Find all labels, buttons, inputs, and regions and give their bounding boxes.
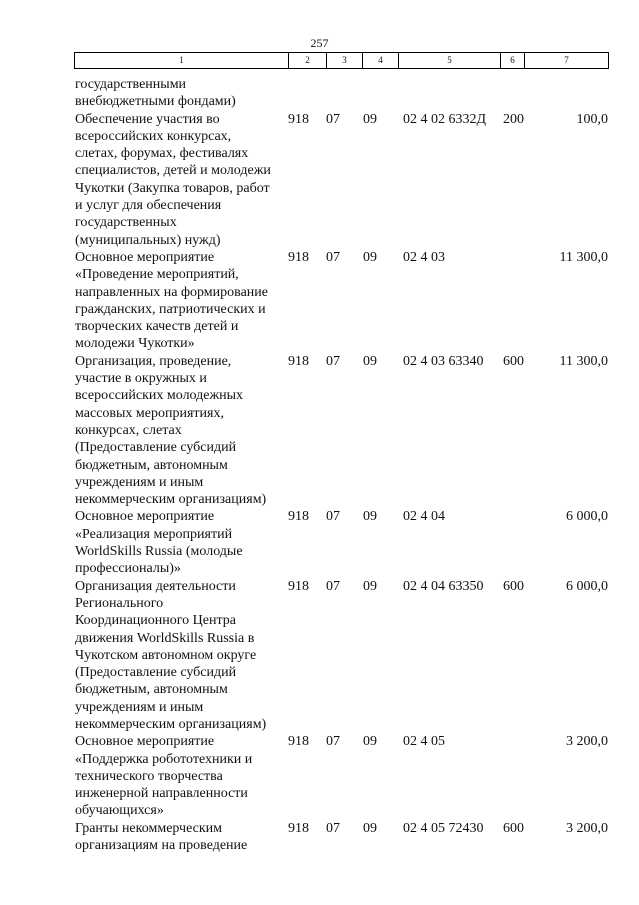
row-amount: 6 000,0: [566, 509, 608, 525]
row-target-article: 02 4 04: [403, 509, 445, 525]
row-section-code: 07: [326, 734, 340, 750]
row-description: Основное мероприятие «Проведение мероприятий, направленных на формирование гражданских, патриотических и творческих качеств детей и молодежи Чукотки»: [75, 249, 268, 352]
row-subsection-code: 09: [363, 734, 377, 750]
row-amount: 6 000,0: [566, 578, 608, 594]
row-description: Основное мероприятие «Поддержка робототехники и технического творчества инженерной направленности обучающихся»: [75, 734, 253, 819]
column-header-7: 7: [564, 55, 569, 65]
row-ministry-code: 918: [288, 578, 309, 594]
table-row: [0, 820, 639, 855]
column-header-row: [74, 52, 609, 69]
budget-table-body: [0, 76, 639, 854]
column-header-4: 4: [363, 53, 399, 68]
column-header-1: 1: [75, 53, 289, 68]
row-target-article: 02 4 03 63340: [403, 353, 484, 369]
table-row: [0, 111, 639, 249]
row-subsection-code: 09: [363, 820, 377, 836]
column-header-5: 5: [399, 53, 501, 68]
table-row: [0, 508, 639, 577]
row-amount: 100,0: [576, 111, 608, 127]
page-number: 257: [310, 36, 329, 50]
row-amount: 11 300,0: [559, 353, 608, 369]
row-ministry-code: 918: [288, 509, 309, 525]
row-description: Обеспечение участия во всероссийских конкурсах, слетах, форумах, фестивалях специалистов, детей и молодежи Чукотки (Закупка товаров, работ и услуг для обеспечения государственных (муниципальных) нужд): [75, 111, 271, 248]
row-target-article: 02 4 04 63350: [403, 578, 484, 594]
row-subsection-code: 09: [363, 249, 377, 265]
row-amount: 3 200,0: [566, 820, 608, 836]
row-section-code: 07: [326, 249, 340, 265]
row-subsection-code: 09: [363, 578, 377, 594]
row-expense-type: 200: [503, 111, 524, 127]
row-description: Гранты некоммерческим организациям на проведение: [75, 820, 248, 854]
row-description: Организация, проведение, участие в окружных и всероссийских молодежных массовых мероприятиях, конкурсах, слетах (Предоставление субсидий бюджетным, автономным учреждениям и иным некоммерческим организациям): [75, 353, 267, 508]
row-section-code: 07: [326, 820, 340, 836]
column-header-2: 2: [289, 53, 327, 68]
table-row: [0, 578, 639, 734]
table-row: [0, 76, 639, 111]
row-section-code: 07: [326, 353, 340, 369]
row-target-article: 02 4 02 6332Д: [403, 111, 487, 127]
row-section-code: 07: [326, 509, 340, 525]
row-ministry-code: 918: [288, 249, 309, 265]
row-subsection-code: 09: [363, 509, 377, 525]
row-ministry-code: 918: [288, 734, 309, 750]
row-ministry-code: 918: [288, 111, 309, 127]
row-ministry-code: 918: [288, 353, 309, 369]
row-ministry-code: 918: [288, 820, 309, 836]
row-expense-type: 600: [503, 353, 524, 369]
row-target-article: 02 4 05: [403, 734, 445, 750]
row-target-article: 02 4 05 72430: [403, 820, 484, 836]
row-section-code: 07: [326, 111, 340, 127]
row-section-code: 07: [326, 578, 340, 594]
row-expense-type: 600: [503, 820, 524, 836]
table-row: [0, 353, 639, 509]
row-description: Основное мероприятие «Реализация мероприятий WorldSkills Russia (молодые профессионалы)»: [75, 509, 243, 577]
row-amount: 3 200,0: [566, 734, 608, 750]
row-expense-type: 600: [503, 578, 524, 594]
row-description: государственными внебюджетными фондами): [75, 77, 236, 110]
column-header-3: 3: [327, 53, 363, 68]
row-target-article: 02 4 03: [403, 249, 445, 265]
row-subsection-code: 09: [363, 353, 377, 369]
column-header-6: 6: [501, 53, 525, 68]
table-row: [0, 249, 639, 353]
row-description: Организация деятельности Регионального Координационного Центра движения WorldSkills Russia в Чукотском автономном округе (Предоставление субсидий бюджетным, автономным учреждениям и иным некоммерческим организациям): [75, 578, 267, 732]
table-row: [0, 733, 639, 819]
row-subsection-code: 09: [363, 111, 377, 127]
row-amount: 11 300,0: [559, 249, 608, 265]
